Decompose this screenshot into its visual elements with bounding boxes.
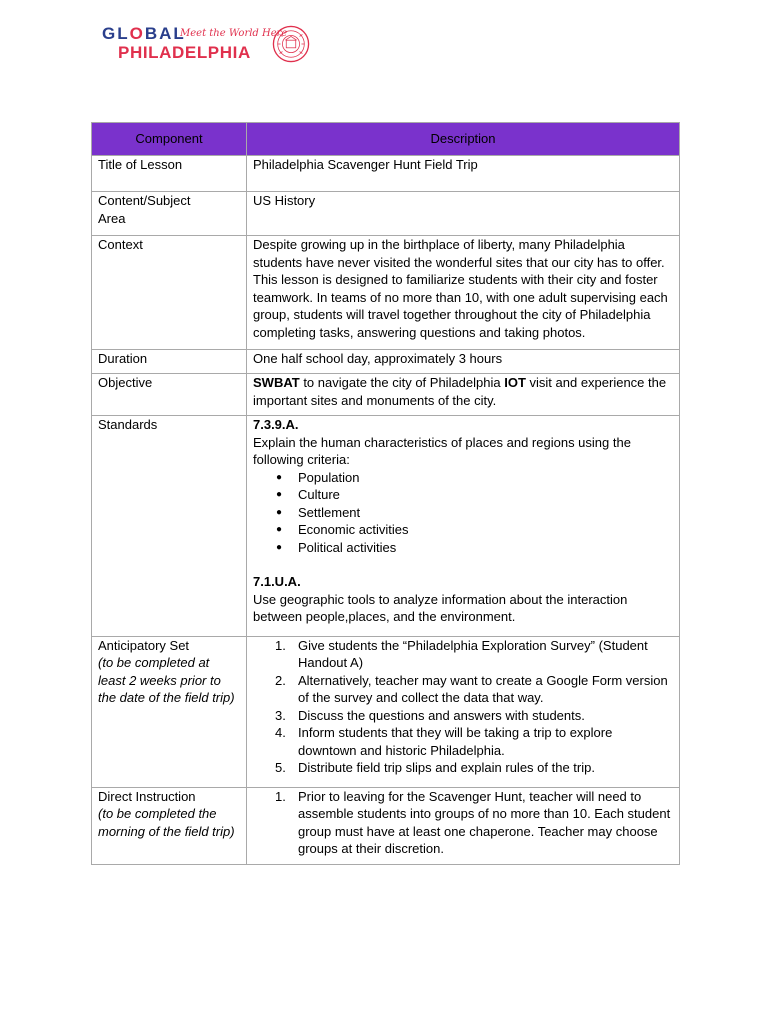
- direct-instruction-note: (to be completed the morning of the field trip): [98, 806, 235, 839]
- list-item: 2. Alternatively, teacher may want to create a Google Form version of the survey and collect the data that way.: [275, 672, 668, 705]
- standard-text: Explain the human characteristics of places and regions using the following criteria:: [253, 434, 631, 467]
- list-item: ● Political activities: [298, 539, 673, 557]
- row-value-context: Despite growing up in the birthplace of liberty, many Philadelphia students have never visited the wonderful sites that our city has to offer. This lesson is designed to familiarize students with their city and foster teamwork. In teams of no more than 10, with one adult supervising each group, students will travel together throughout the city of Philadelphia completing tasks, answering questions and taking photos.: [247, 236, 680, 350]
- list-item: ● Economic activities: [298, 521, 673, 539]
- list-item: 5. Distribute field trip slips and explain rules of the trip.: [275, 760, 595, 775]
- table-row: [92, 416, 680, 637]
- logo-philadelphia-text: PHILADELPHIA: [118, 43, 251, 62]
- table-row: [92, 374, 680, 416]
- table-row: [92, 156, 680, 192]
- row-label-duration: Duration: [92, 350, 247, 374]
- header-description: Description: [247, 123, 680, 156]
- row-value-content-area: US History: [247, 192, 680, 236]
- city-seal-icon: [272, 25, 310, 63]
- row-value-direct-instruction: [247, 787, 680, 864]
- global-philadelphia-logo: [100, 24, 315, 66]
- table-row: [92, 787, 680, 864]
- row-label-context: Context: [92, 236, 247, 350]
- lesson-plan-table: [91, 122, 680, 865]
- row-value-title: Philadelphia Scavenger Hunt Field Trip: [247, 156, 680, 192]
- table-row: [92, 192, 680, 236]
- row-value-objective: SWBAT to navigate the city of Philadelphia IOT visit and experience the important sites and monuments of the city.: [247, 374, 680, 416]
- criteria-list: [253, 469, 673, 557]
- anticipatory-note: (to be completed at least 2 weeks prior to the date of the field trip): [98, 655, 235, 705]
- header-component: Component: [92, 123, 247, 156]
- table-header-row: [92, 123, 680, 156]
- list-item: 1. Give students the “Philadelphia Exploration Survey” (Student Handout A): [275, 637, 648, 670]
- logo-tagline: Meet the World Here: [180, 28, 288, 39]
- row-label-direct-instruction: Direct Instruction (to be completed the morning of the field trip): [92, 787, 247, 864]
- row-label-title: Title of Lesson: [92, 156, 247, 192]
- direct-instruction-steps: [253, 788, 673, 858]
- list-item: ● Settlement: [298, 504, 673, 522]
- table-row: [92, 236, 680, 350]
- row-value-standards: [247, 416, 680, 637]
- row-label-standards: Standards: [92, 416, 247, 637]
- standard-text: Use geographic tools to analyze information about the interaction between people,places, and the environment.: [253, 591, 628, 624]
- list-item: 1. Prior to leaving for the Scavenger Hunt, teacher will need to assemble students into groups of no more than 10. Each student group must have at least one chaperone. Teacher may choose groups at their discretion.: [275, 788, 671, 856]
- standard-code: 7.1.U.A.: [253, 574, 301, 589]
- anticipatory-steps: [253, 637, 673, 777]
- row-label-content-area: Content/Subject Area: [92, 192, 247, 236]
- logo-global-text: GLOBAL: [102, 24, 186, 43]
- list-item: ● Population: [298, 469, 673, 487]
- row-value-anticipatory: [247, 636, 680, 787]
- list-item: ● Culture: [298, 486, 673, 504]
- list-item: 3. Discuss the questions and answers with students.: [275, 707, 585, 723]
- row-value-duration: One half school day, approximately 3 hours: [247, 350, 680, 374]
- standard-code: 7.3.9.A.: [253, 417, 299, 432]
- list-item: 4. Inform students that they will be taking a trip to explore downtown and historic Philadelphia.: [275, 725, 613, 758]
- table-row: [92, 636, 680, 787]
- row-label-anticipatory: Anticipatory Set (to be completed at least 2 weeks prior to the date of the field trip): [92, 636, 247, 787]
- table-row: [92, 350, 680, 374]
- row-label-objective: Objective: [92, 374, 247, 416]
